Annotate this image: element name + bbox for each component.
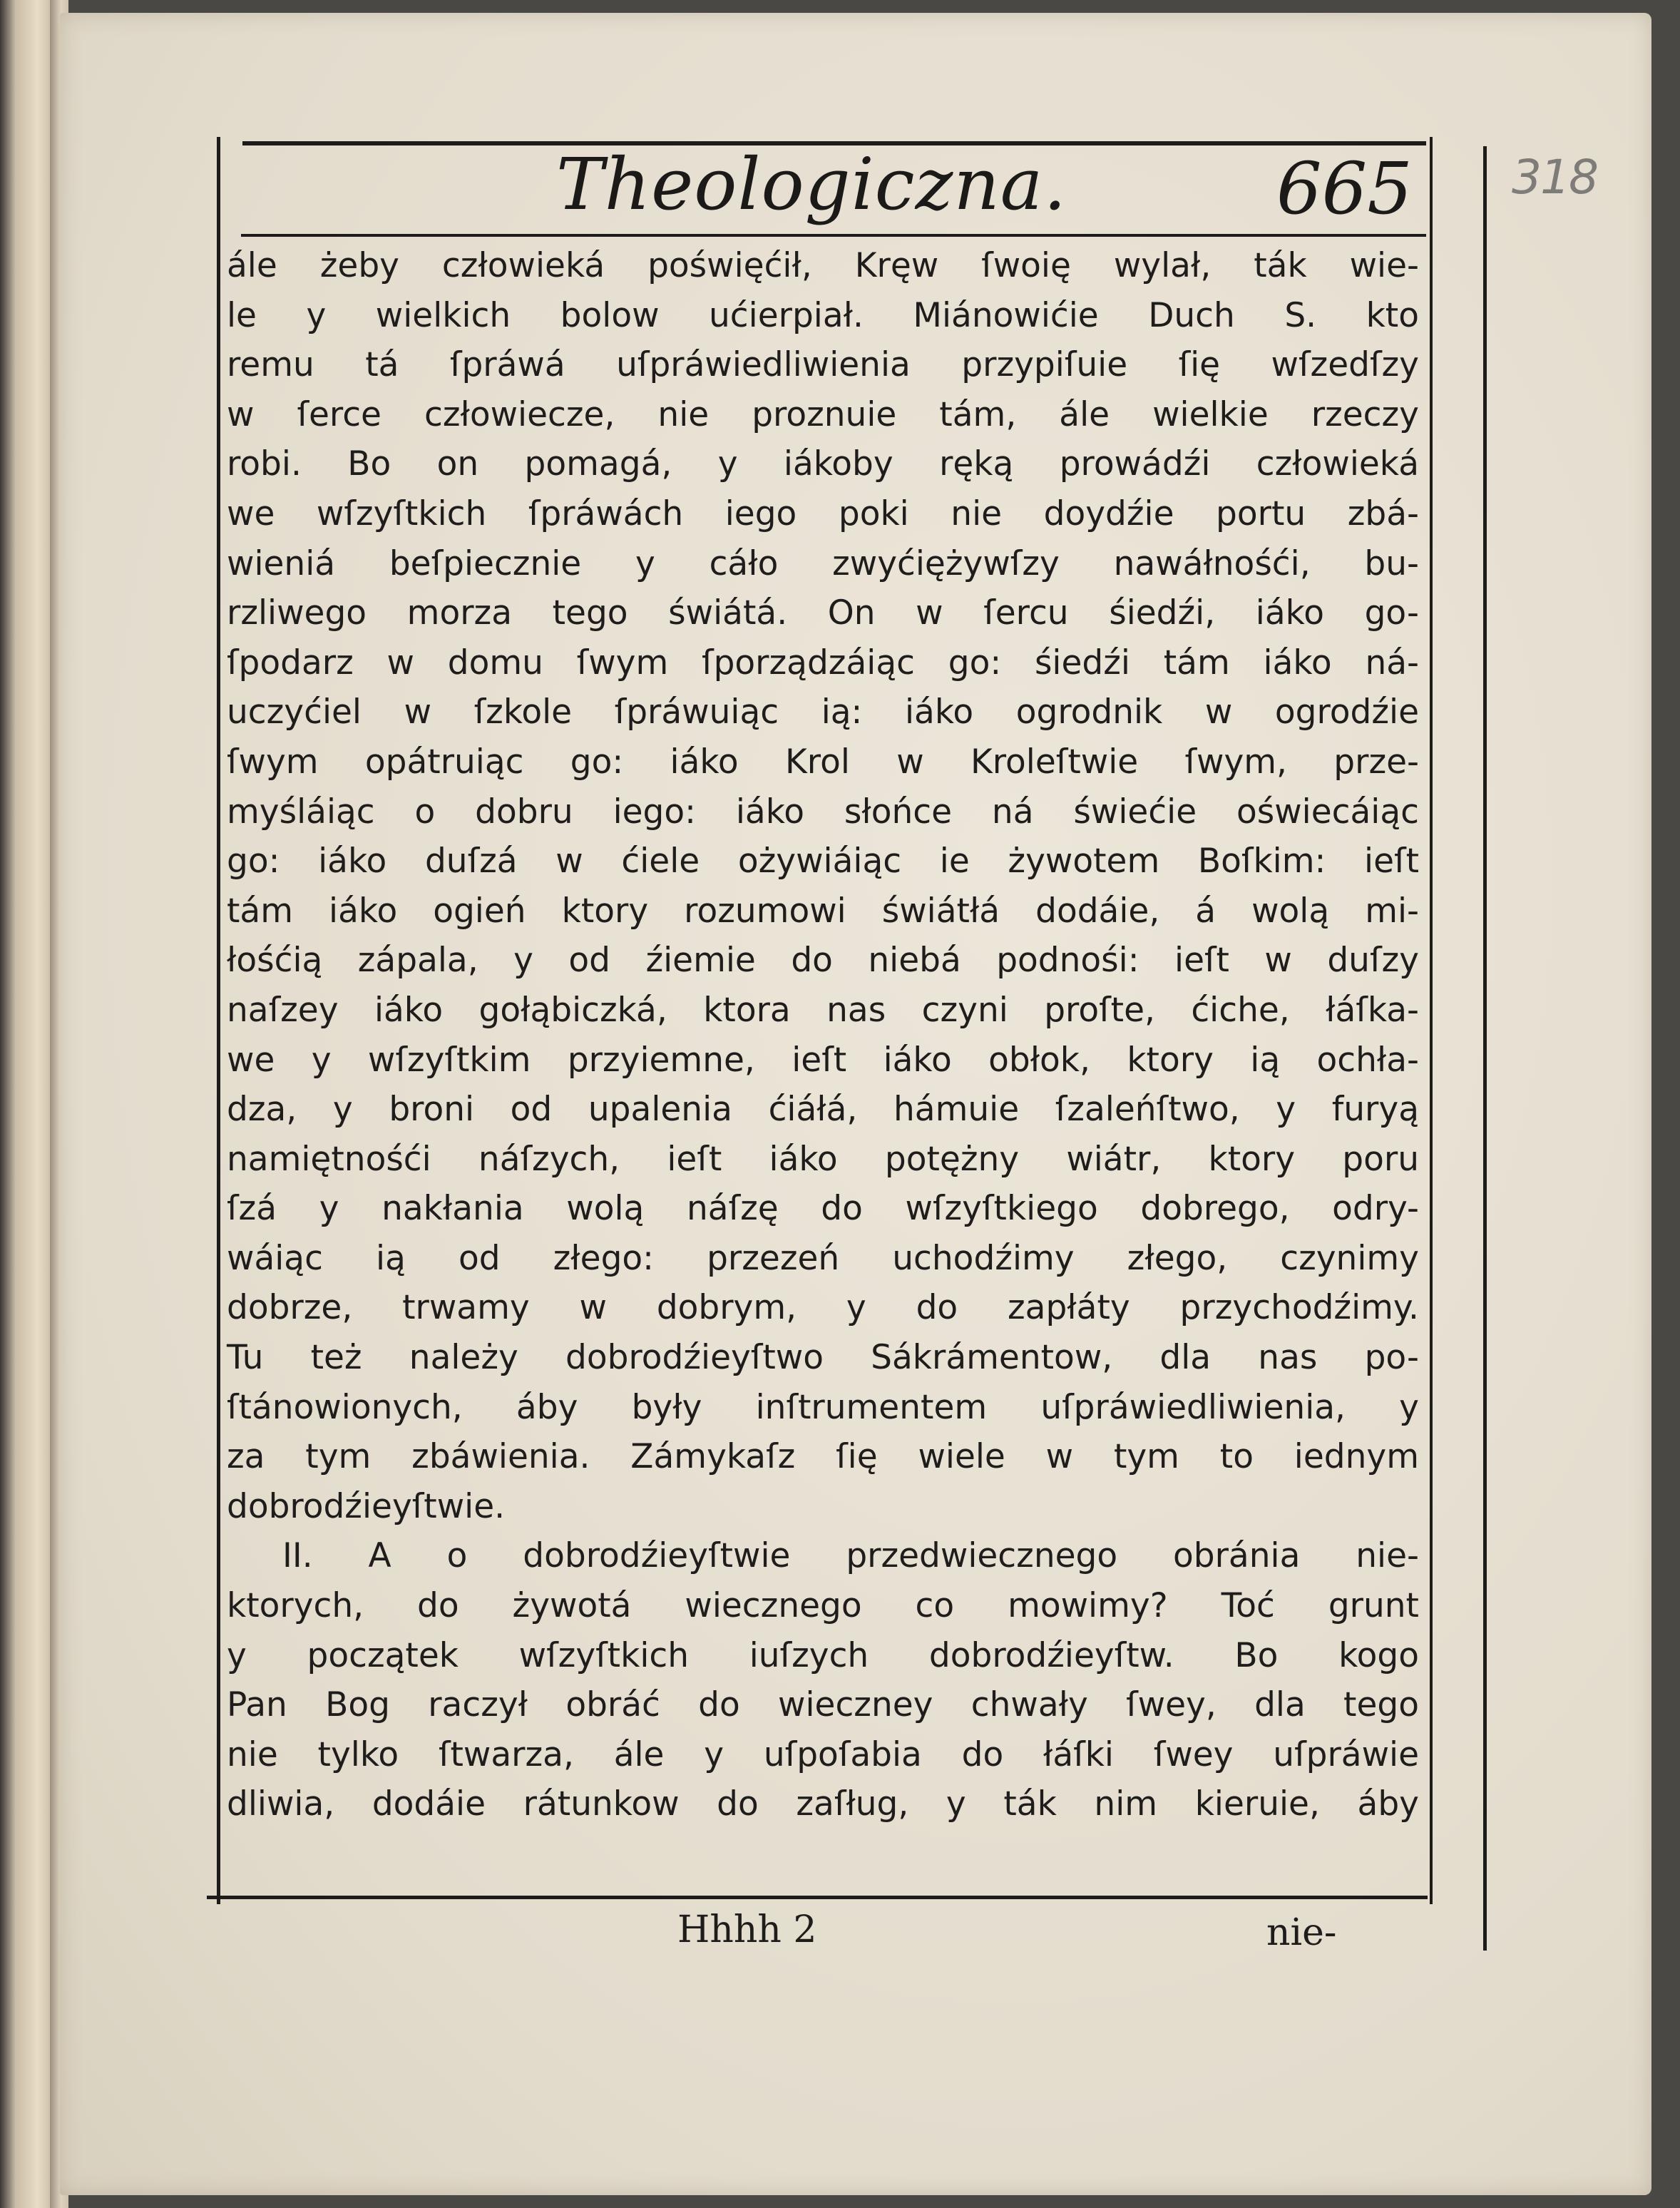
header-rule xyxy=(241,234,1426,237)
text-line: tám iáko ogień ktory rozumowi świátłá dodáie, á wolą mi- xyxy=(227,891,1419,931)
text-line: za tym zbáwienia. Zámykaſz ſię wiele w tym to iednym xyxy=(227,1437,1419,1477)
text-line: robi. Bo on pomagá, y iákoby ręką prowádźi człowieká xyxy=(227,444,1419,484)
text-line: dliwia, dodáie rátunkow do zaſług, y ták nim kieruie, áby xyxy=(227,1784,1419,1824)
text-line: uczyćiel w ſzkole ſpráwuiąc ią: iáko ogrodnik w ogrodźie xyxy=(227,692,1419,732)
outer-margin-rule xyxy=(1483,146,1487,1951)
text-line: rzliwego morza tego świátá. On w ſercu śiedźi, iáko go- xyxy=(227,593,1419,633)
page-number: 665 xyxy=(1276,147,1413,230)
text-line: namiętnośći náſzych, ieſt iáko potężny wiátr, ktory poru xyxy=(227,1139,1419,1179)
margin-pencil-note: 318 xyxy=(1512,150,1597,205)
text-line: we y wſzyſtkim przyiemne, ieſt iáko obłok, ktory ią ochła- xyxy=(227,1040,1419,1080)
text-line: we wſzyſtkich ſpráwách iego poki nie doydźie portu zbá- xyxy=(227,494,1419,533)
text-line: go: iáko duſzá w ćiele ożywiáiąc ie żywotem Boſkim: ieſt xyxy=(227,842,1419,881)
text-line: dobrodźieyſtwie. xyxy=(227,1486,506,1526)
paragraph-start-line: II. A o dobrodźieyſtwie przedwiecznego obránia nie- xyxy=(282,1536,1419,1576)
text-line: ſpodarz w domu ſwym ſporządzáiąc go: śiedźi tám iáko ná- xyxy=(227,643,1419,683)
text-line: ſtánowionych, áby były inſtrumentem uſpráwiedliwienia, y xyxy=(227,1387,1419,1427)
text-line: dza, y broni od upalenia ćiáłá, hámuie ſzaleńſtwo, y furyą xyxy=(227,1090,1419,1130)
text-line: dobrze, trwamy w dobrym, y do zapłáty przychodźimy. xyxy=(227,1288,1419,1328)
text-line: y początek wſzyſtkich iuſzych dobrodźieyſtw. Bo kogo xyxy=(227,1635,1419,1675)
running-head: Theologiczna. xyxy=(556,143,1067,226)
text-line: remu tá ſpráwá uſpráwiedliwienia przypiſuie ſię wſzedſzy xyxy=(227,345,1419,385)
text-line: ktorych, do żywotá wiecznego co mowimy? Toć grunt xyxy=(227,1586,1419,1626)
text-line: w ſerce człowiecze, nie proznuie tám, ále wielkie rzeczy xyxy=(227,394,1419,434)
text-line: wieniá beſpiecznie y cáło zwyćiężywſzy nawáłnośći, bu- xyxy=(227,543,1419,583)
body-text xyxy=(227,241,1419,1829)
text-line: Tu też należy dobrodźieyſtwo Sákrámentow, dla nas po- xyxy=(227,1338,1419,1378)
signature-mark: Hhhh 2 xyxy=(677,1908,817,1951)
catchword: nie- xyxy=(1266,1911,1337,1954)
text-line: ſzá y nakłania wolą náſzę do wſzyſtkiego dobrego, odry- xyxy=(227,1189,1419,1229)
text-line: wáiąc ią od złego: przezeń uchodźimy złego, czynimy xyxy=(227,1238,1419,1278)
text-line: naſzey iáko gołąbiczká, ktora nas czyni proſte, ćiche, łáſka- xyxy=(227,990,1419,1030)
text-line: nie tylko ſtwarza, ále y uſpoſabia do łáſki ſwey uſpráwie xyxy=(227,1734,1419,1774)
text-line: ále żeby człowieká poświęćił, Kręw ſwoię wylał, ták wie- xyxy=(227,246,1419,285)
text-line: Pan Bog raczył obráć do wieczney chwały ſwey, dla tego xyxy=(227,1685,1419,1725)
text-line: ſwym opátruiąc go: iáko Krol w Kroleſtwie ſwym, prze- xyxy=(227,742,1419,782)
bottom-rule xyxy=(207,1896,1428,1899)
text-line: myśláiąc o dobru iego: iáko słońce ná świećie oświecáiąc xyxy=(227,792,1419,832)
text-line: łośćią zápala, y od źiemie do niebá podnośi: ieſt w duſzy xyxy=(227,941,1419,981)
text-line: le y wielkich bolow ućierpiał. Miánowićie Duch S. kto xyxy=(227,295,1419,335)
